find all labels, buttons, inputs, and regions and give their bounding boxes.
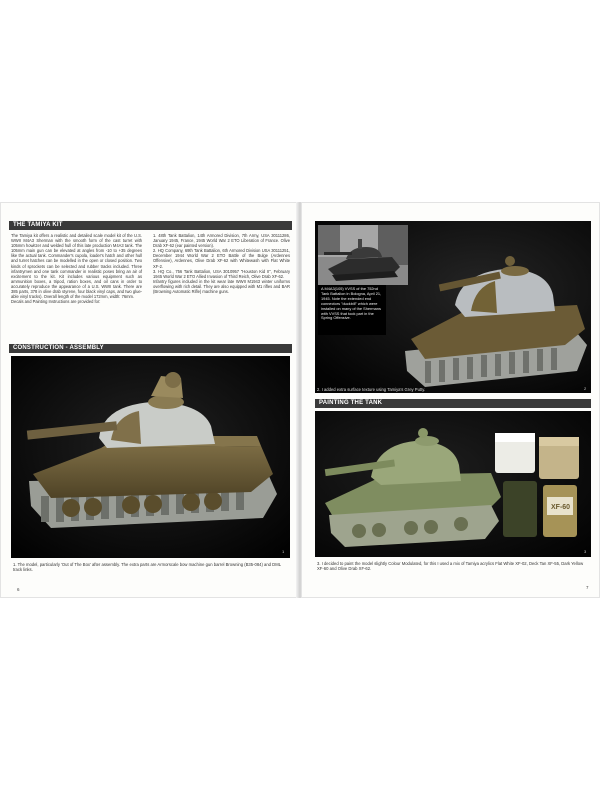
caption-figure-3: 3. I decided to paint the model slightly Colour Modulated, for this I used a mix of Tamiya acrylics Flat White XF-02, Deck Tan XF-55, Dark Yellow XF-60 and Olive Drab XF-62. (317, 561, 584, 572)
section-heading-painting: PAINTING THE TANK (315, 399, 591, 408)
page-number-right: 7 (586, 585, 589, 590)
figure-number-3: 3 (584, 549, 587, 554)
section-heading-kit: THE TAMIYA KIT (9, 221, 292, 230)
inset-caption: A M4A3(105) VVSS of the 752nd Tank Battalion in Bologna, April 21, 1945. Note the extended end connectors "duckbill" which were installed on many of the Shermans with VVSS that took part in the Spring Offensive. (321, 286, 382, 321)
kit-text-column-1 (11, 233, 142, 304)
jar-label: XF-60 (551, 504, 571, 511)
caption-figure-2: 2. I added extra surface texture using Tamiya's Grey Putty. (317, 387, 426, 392)
photo-painted-tank (315, 411, 591, 557)
inset-caption-box (318, 285, 386, 335)
tank-painted-image (315, 411, 591, 557)
left-page (0, 202, 299, 598)
figure-number-2: 2 (584, 386, 587, 391)
page-number-left: 6 (17, 587, 20, 592)
figure-number-1: 1 (282, 549, 285, 554)
tank-assembled-image (11, 356, 290, 558)
kit-text-column-2: 1. 48th Tank Battalion, 14th Armored Division, 7th Army, USA 30111286, January 1945, France, 1945 World War 2 ETO Liberation of France. Olive Drab XF-62 (ear painted version). 2. HQ Company, 69th Tank Battalion, 6th Armored Division USA 30111251, December 1944 World War 2 ETO Battle of the Bulge (Ardennes Offensive), Ardennes, Olive Drab XF-62 with Whitewash with Flat White XF-2. 3. HQ Co., 756 Tank Battalion, USA 3010957 "Houston Kid II", February 1945 World War 2 ETO Allied Invasion of Third Reich, Olive Drab XF-62. Infantry figures included in the kit wear late WWII M1943 winter uniforms overflowing with rich detail. They are also equipped with M1 rifles and BAR (Browning Automatic Rifle) machine guns. (153, 233, 290, 295)
photo-assembled-tank (11, 356, 290, 558)
right-page (301, 202, 600, 598)
kit-text-main: The Tamiya kit offers a realistic and detailed scale model kit of the U.S. WWII M4A3 Sherman with the smooth form of the cast turret with 105mm howitzer and welded hull of this late production M4A3 tank. The 105mm main gun can be elevated at angles from -10 to +35 degrees like the actual tank. Commander's cupola, loader's hatch and other hull and turret hatches can be modelled in the open or closed position. Two kinds of sprockets can be selected and rubber tracks included. Three infantrymen and one tank commander in realistic poses bring an air of excitement to the kit. Kit includes various equipment such as ammunition boxes, a tripod, ration boxes, and oil cans in order to accurately reproduce the appearance of a U.S. WWII tank. There are 385 parts, 378 in olive drab styrene, four black vinyl caps, and two glue-able vinyl tracks). Overall length of the model 172mm, width: 76mm. (11, 233, 142, 300)
section-heading-construction: CONSTRUCTION - ASSEMBLY (9, 344, 292, 353)
caption-figure-1: 1. The model, particularly 'Out of The Box' after assembly. The extra parts are Armorscale bow machine gun barrel Browning (B35-084) and DML track links. (13, 562, 281, 573)
inset-historical-photo (318, 225, 408, 285)
magazine-spread (0, 202, 600, 598)
historical-sherman-image (318, 225, 408, 285)
kit-text-tail: Decals and Painting Instructions are provided for: (11, 299, 101, 305)
